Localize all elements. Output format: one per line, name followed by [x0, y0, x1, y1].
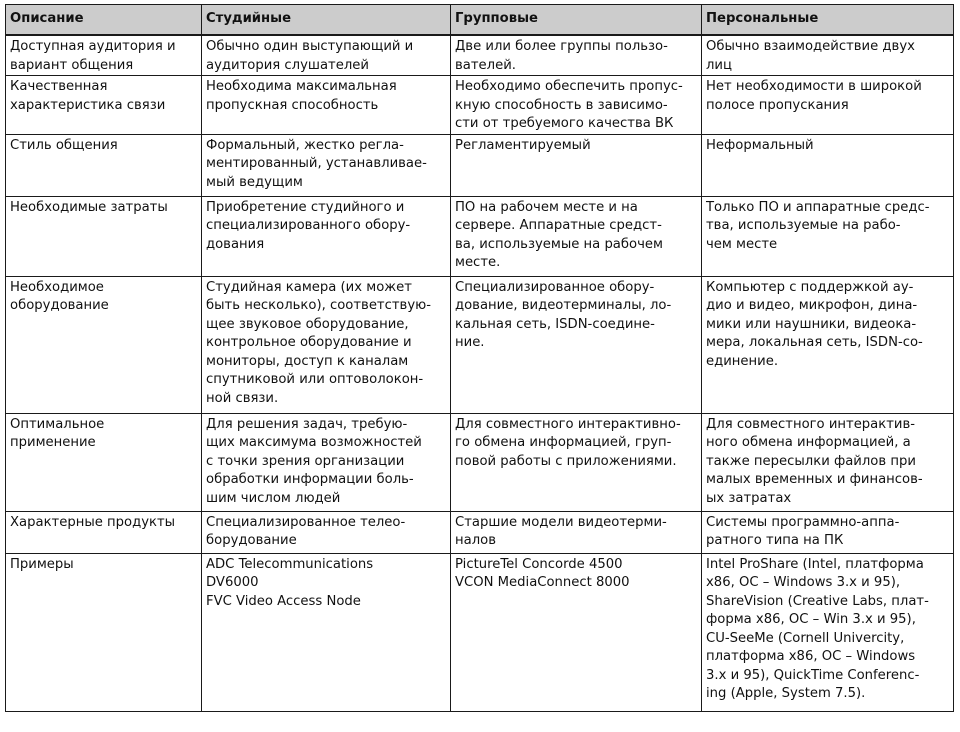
comparison-table-container	[5, 4, 953, 712]
personal-cell	[702, 276, 954, 413]
cell-text: Для совместного интерактив- ного обмена информацией, а также пересылки файлов при малых временных и финансов- ых затратах	[706, 416, 923, 506]
cell-text: Неформальный	[706, 137, 814, 153]
cell-text: Специализированное телео- борудование	[206, 514, 406, 548]
studio-cell	[202, 413, 451, 511]
studio-cell	[202, 35, 451, 76]
cell-text: Необходимо обеспечить пропус- кную способность в зависимо- сти от требуемого качества ВК	[455, 79, 683, 131]
cell-text: Только ПО и аппаратные средс- тва, используемые на рабо- чем месте	[706, 199, 930, 252]
group-cell	[451, 196, 702, 276]
cell-text: PictureTel Concorde 4500 VCON MediaConnect 8000	[455, 556, 630, 590]
cell-text: Необходима максимальная пропускная способность	[206, 79, 397, 113]
table-row	[6, 276, 954, 413]
row-label-cell	[6, 35, 202, 76]
group-cell	[451, 35, 702, 76]
cell-text: Компьютер с поддержкой ау- дио и видео, микрофон, дина- мики или наушники, видеока- мера, локальная сеть, ISDN-со- единение.	[706, 279, 923, 369]
cell-text: Приобретение студийного и специализированного обору- дования	[206, 199, 411, 252]
personal-cell	[702, 553, 954, 711]
cell-text: Системы программно-аппа- ратного типа на ПК	[706, 514, 900, 548]
personal-cell	[702, 413, 954, 511]
row-label-cell	[6, 413, 202, 511]
header-personal: Персональные	[702, 5, 954, 36]
group-cell	[451, 553, 702, 711]
row-label: Стиль общения	[10, 137, 118, 153]
personal-cell	[702, 196, 954, 276]
comparison-table	[5, 4, 954, 712]
row-label: Примеры	[10, 556, 74, 572]
studio-cell	[202, 553, 451, 711]
header-description: Описание	[6, 5, 202, 36]
personal-cell	[702, 35, 954, 76]
cell-text: Две или более группы пользо- вателей.	[455, 39, 668, 73]
header-group: Групповые	[451, 5, 702, 36]
cell-text: Обычно взаимодействие двух лиц	[706, 39, 915, 73]
row-label: Необходимые затраты	[10, 199, 168, 215]
row-label-cell	[6, 276, 202, 413]
cell-text: Для решения задач, требую- щих максимума возможностей с точки зрения организации обработки информации боль- шим числом людей	[206, 416, 422, 506]
group-cell	[451, 76, 702, 135]
table-row	[6, 413, 954, 511]
cell-text: Старшие модели видеотерми- налов	[455, 514, 667, 548]
table-row	[6, 196, 954, 276]
row-label-cell	[6, 553, 202, 711]
row-label-cell	[6, 196, 202, 276]
row-label-cell	[6, 134, 202, 196]
cell-text: ПО на рабочем месте и на сервере. Аппаратные средст- ва, используемые на рабочем месте.	[455, 199, 663, 270]
header-studio: Студийные	[202, 5, 451, 36]
header-row	[6, 5, 954, 36]
row-label-cell	[6, 76, 202, 135]
cell-text: Регламентируемый	[455, 137, 591, 153]
row-label: Качественная характеристика связи	[10, 79, 166, 113]
group-cell	[451, 134, 702, 196]
studio-cell	[202, 134, 451, 196]
cell-text: Нет необходимости в широкой полосе пропускания	[706, 79, 922, 113]
studio-cell	[202, 511, 451, 553]
cell-text: Формальный, жестко регла- ментированный, устанавливае- мый ведущим	[206, 137, 427, 190]
row-label: Доступная аудитория и вариант общения	[10, 39, 176, 73]
studio-cell	[202, 276, 451, 413]
table-row	[6, 134, 954, 196]
table-row	[6, 76, 954, 135]
group-cell	[451, 511, 702, 553]
table-row	[6, 35, 954, 76]
cell-text: ADC Telecommunications DV6000 FVC Video Access Node	[206, 556, 374, 609]
cell-text: Для совместного интерактивно- го обмена информацией, груп- повой работы с приложениями.	[455, 416, 681, 469]
group-cell	[451, 413, 702, 511]
row-label: Оптимальное применение	[10, 416, 105, 450]
group-cell	[451, 276, 702, 413]
row-label: Характерные продукты	[10, 514, 176, 530]
personal-cell	[702, 511, 954, 553]
row-label-cell	[6, 511, 202, 553]
studio-cell	[202, 196, 451, 276]
cell-text: Специализированное обору- дование, видеотерминалы, ло- кальная сеть, ISDN-соедине- ние.	[455, 279, 672, 350]
personal-cell	[702, 76, 954, 135]
cell-text: Студийная камера (их может быть несколько), соответствую- щее звуковое оборудование, контрольное оборудование и мониторы, доступ к каналам спутниковой или оптоволокон- ной связи.	[206, 279, 431, 406]
cell-text: Intel ProShare (Intel, платформа x86, ОС – Windows 3.x и 95), ShareVision (Creative Labs, плат- форма x86, ОС – Win 3.x и 95), CU-SeeMe (Cornell Univercity, платформа x86, ОС – Windows 3.x и 95), QuickTime Conferenc- ing (Apple, System 7.5).	[706, 556, 929, 701]
studio-cell	[202, 76, 451, 135]
row-label: Необходимое оборудование	[10, 279, 109, 313]
table-row	[6, 553, 954, 711]
table-row	[6, 511, 954, 553]
personal-cell	[702, 134, 954, 196]
cell-text: Обычно один выступающий и аудитория слушателей	[206, 39, 414, 73]
